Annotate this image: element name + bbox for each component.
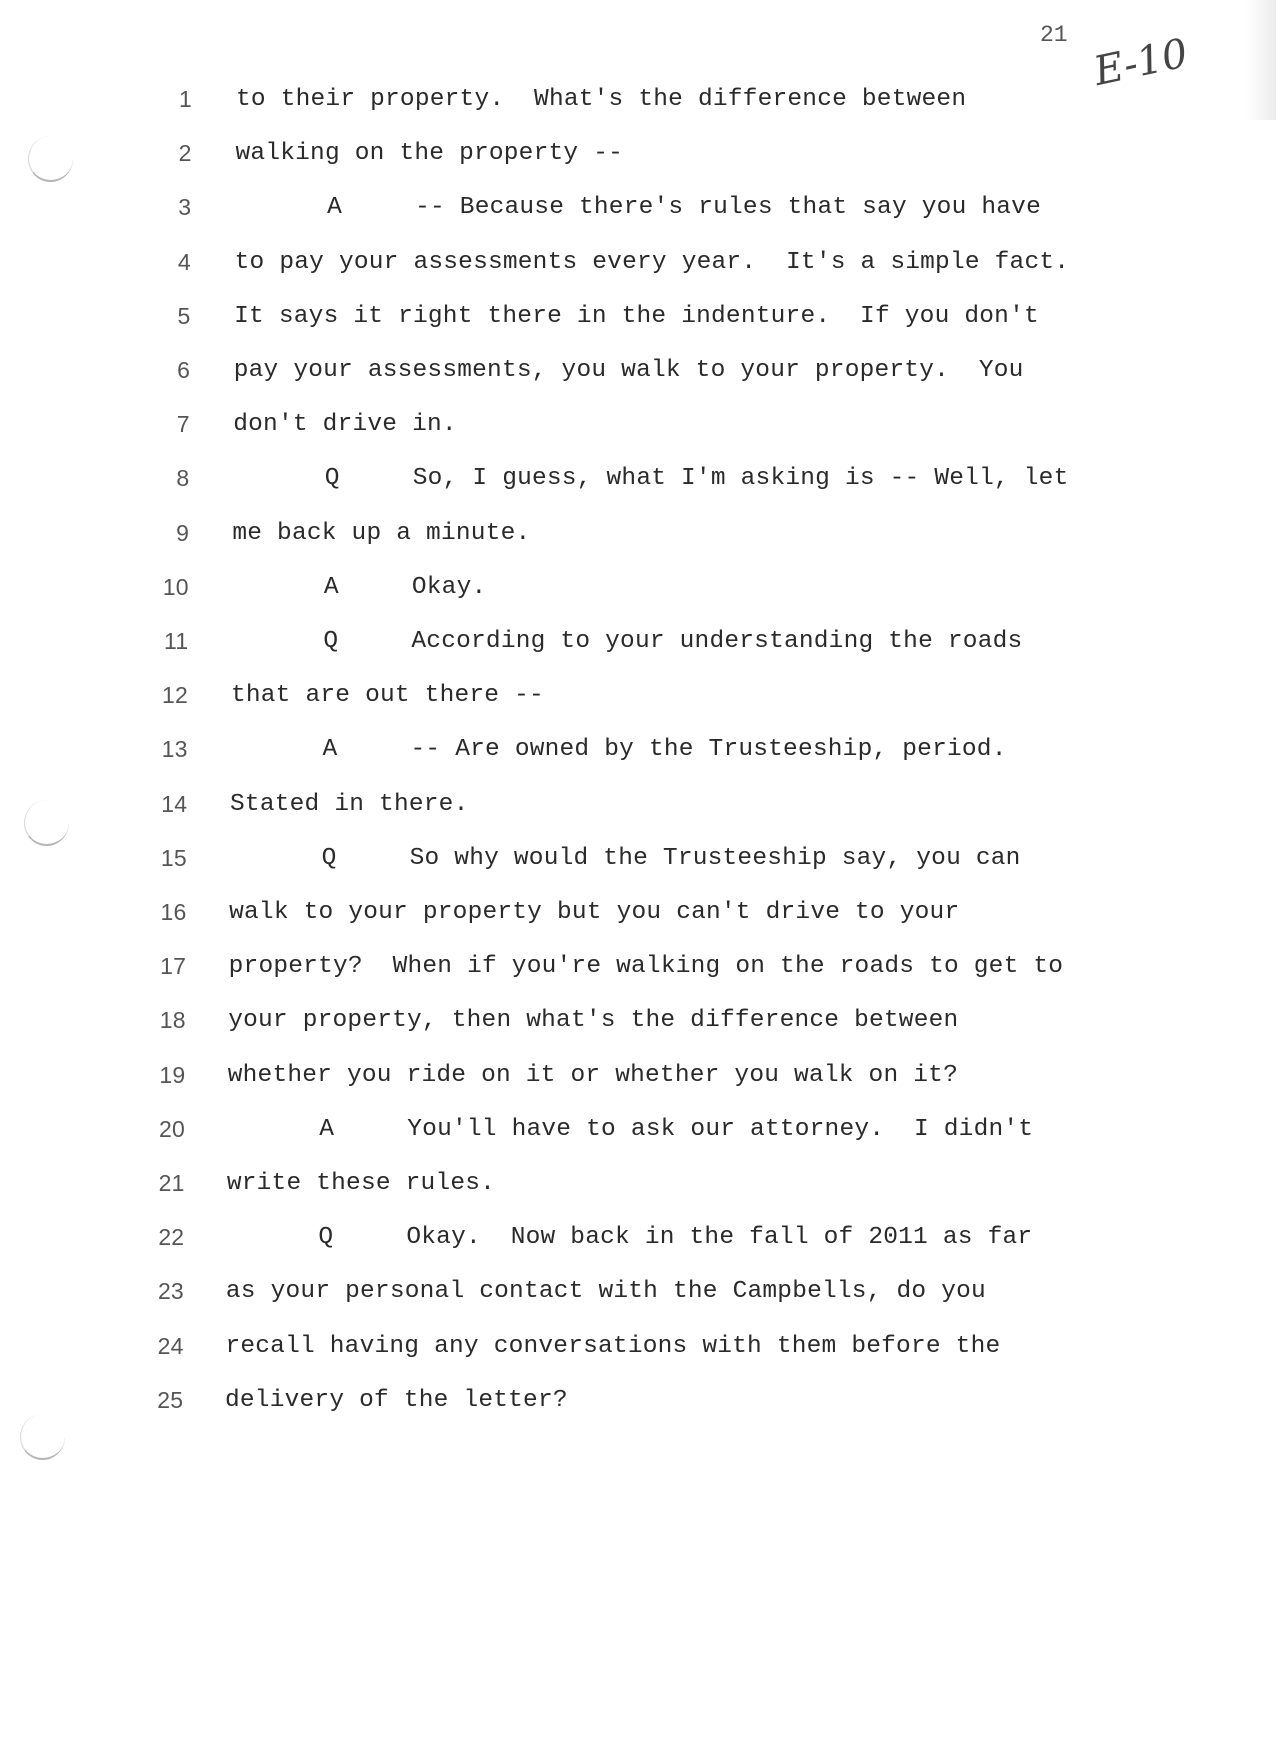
line-number: 20 [159,1115,186,1142]
line-text: delivery of the letter? [225,1386,568,1414]
line-text: Stated in there. [230,790,469,818]
line-number: 19 [159,1061,186,1088]
line-number: 21 [158,1170,185,1196]
line-number: 13 [161,736,188,763]
transcript-line [0,86,1276,126]
speaker-label: A [319,1115,335,1143]
line-text: So, I guess, what I'm asking is -- Well, let [412,465,1069,493]
transcript-line [0,465,1276,505]
transcript-line [0,1387,1276,1427]
line-text: walking on the property -- [235,140,623,168]
line-text: recall having any conversations with them before the [225,1332,1001,1360]
line-number: 6 [177,357,191,383]
line-number: 2 [178,140,192,167]
transcript-line [0,1278,1276,1318]
line-number: 11 [164,628,189,654]
speaker-label: A [322,736,338,764]
line-number: 5 [177,302,191,329]
transcript-line [0,1062,1276,1102]
line-number: 18 [159,1007,186,1034]
page-number: 21 [1040,22,1068,48]
transcript-line [0,411,1276,451]
transcript-line [0,249,1276,289]
line-number: 15 [160,844,187,871]
line-text: to their property. What's the difference between [236,86,967,113]
line-text: as your personal contact with the Campbells, do you [225,1278,986,1306]
line-text: Okay. [411,573,487,601]
line-number: 14 [161,790,188,817]
line-number: 1 [179,86,192,112]
line-text: property? When if you're walking on the roads to get to [228,953,1064,981]
line-text: -- Are owned by the Trusteeship, period. [410,736,1007,764]
speaker-label: Q [318,1224,334,1252]
line-text: So why would the Trusteeship say, you can [409,844,1021,872]
transcript-line [0,520,1276,560]
transcript-line [0,682,1276,722]
line-text: walk to your property but you can't drive to your [229,899,960,926]
transcript-line [0,1333,1276,1373]
line-number: 4 [177,248,191,275]
line-text: your property, then what's the difference between [228,1007,959,1035]
line-number: 23 [157,1278,184,1305]
line-text: to pay your assessments every year. It's a simple fact. [234,248,1070,276]
transcript-line [0,791,1276,831]
transcript-line [0,303,1276,343]
transcript-line [0,357,1276,397]
line-number: 9 [176,519,190,546]
line-number: 10 [162,573,189,600]
line-text: that are out there -- [230,682,544,710]
transcript-line [0,953,1276,993]
line-number: 3 [178,194,192,221]
line-text: whether you ride on it or whether you walk on it? [227,1061,958,1089]
transcript-line [0,140,1276,180]
transcript-line [0,736,1276,776]
speaker-label: Q [323,628,339,655]
line-number: 7 [176,411,190,438]
line-text: me back up a minute. [232,519,531,547]
line-number: 22 [158,1224,185,1251]
transcript-line [0,845,1276,885]
line-number: 17 [160,953,187,980]
line-text: Okay. Now back in the fall of 2011 as far [406,1224,1033,1252]
line-text: pay your assessments, you walk to your property. You [233,357,1024,384]
transcript-line [0,899,1276,939]
line-text: write these rules. [226,1170,496,1197]
speaker-label: A [323,573,339,601]
line-number: 8 [176,465,190,492]
line-text: According to your understanding the roads [411,628,1023,655]
line-number: 12 [161,682,188,709]
speaker-label: Q [321,844,337,872]
transcript-line [0,1116,1276,1156]
transcript-line [0,628,1276,668]
transcript-line [0,194,1276,234]
transcript-line [0,1224,1276,1264]
speaker-label: A [327,194,342,222]
line-number: 16 [160,899,187,925]
transcript-line [0,574,1276,614]
line-text: It says it right there in the indenture. If you don't [234,302,1039,330]
line-text: You'll have to ask our attorney. I didn't [407,1115,1034,1143]
transcript-line [0,1007,1276,1047]
speaker-label: Q [324,465,340,493]
line-text: -- Because there's rules that say you have [415,194,1041,222]
transcript-line [0,1170,1276,1210]
line-number: 24 [157,1332,184,1359]
exhibit-handwritten-mark: E-10 [1090,30,1192,95]
line-number: 25 [157,1386,184,1413]
line-text: don't drive in. [233,411,457,439]
